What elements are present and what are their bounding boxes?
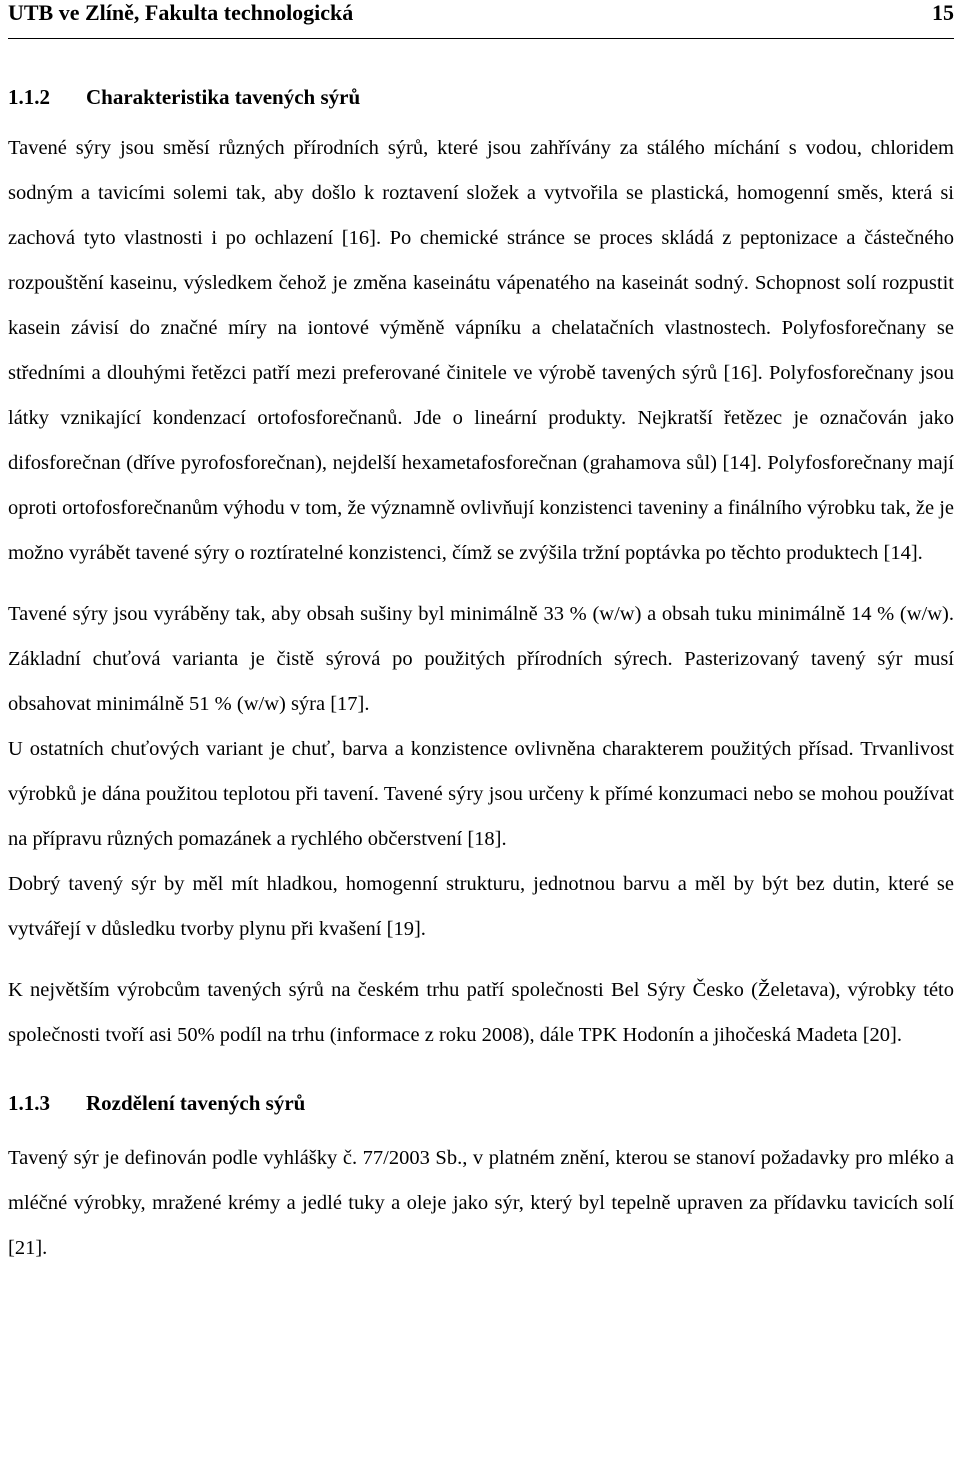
section-number: 1.1.2 [8,85,50,109]
section-heading [8,1090,954,1116]
section-number: 1.1.3 [8,1091,50,1115]
paragraph: Tavené sýry jsou vyráběny tak, aby obsah sušiny byl minimálně 33 % (w/w) a obsah tuku minimálně 14 % (w/w). Základní chuťová varianta je čistě sýrová po použitých přírodních sýrech. Pasterizovaný tavený sýr musí obsahovat minimálně 51 % (w/w) sýra [17]. [8,603,954,715]
section-heading [8,84,954,110]
header-title: UTB ve Zlíně, Fakulta technologická [8,0,354,25]
document-page [8,0,954,1271]
page-number: 15 [932,0,954,25]
paragraph: Tavené sýry jsou směsí různých přírodních sýrů, které jsou zahřívány za stálého míchání s vodou, chloridem sodným a tavicími solemi tak, aby došlo k roztavení složek a vytvořila se plastická, homogenní směs, která si zachová tyto vlastnosti i po ochlazení [16]. Po chemické stránce se proces skládá z peptonizace a částečného rozpouštění kaseinu, výsledkem čehož je změna kaseinátu vápenatého na kaseinát sodný. Schopnost solí rozpustit kasein závisí do značné míry na iontové výměně vápníku a chelatačních vlastnostech. Polyfosforečnany se středními a dlouhými řetězci patří mezi preferované činitele ve výrobě tavených sýrů [16]. Polyfosforečnany jsou látky vznikající kondenzací ortofosforečnanů. Jde o lineární produkty. Nejkratší řetězec je označován jako difosforečnan (dříve pyrofosforečnan), nejdelší hexametafosforečnan (grahamova sůl) [14]. Polyfosforečnany mají oproti ortofosforečnanům výhodu v tom, že významně ovlivňují konzistenci taveniny a finálního výrobku tak, že je možno vyrábět tavené sýry o roztíratelné konzistenci, čímž se zvýšila tržní poptávka po těchto produktech [14]. [8,137,954,564]
section-title: Charakteristika tavených sýrů [86,85,361,109]
paragraph: K největším výrobcům tavených sýrů na českém trhu patří společnosti Bel Sýry Česko (Želetava), výrobky této společnosti tvoří asi 50% podíl na trhu (informace z roku 2008), dále TPK Hodonín a jihočeská Madeta [20]. [8,979,954,1046]
paragraph: Tavený sýr je definován podle vyhlášky č. 77/2003 Sb., v platném znění, kterou se stanoví požadavky pro mléko a mléčné výrobky, mražené krémy a jedlé tuky a oleje jako sýr, který byl tepelně upraven za přídavku tavicích solí [21]. [8,1147,954,1259]
paragraph: Dobrý tavený sýr by měl mít hladkou, homogenní strukturu, jednotnou barvu a měl by být bez dutin, které se vytvářejí v důsledku tvorby plynu při kvašení [19]. [8,873,954,940]
section-title: Rozdělení tavených sýrů [86,1091,306,1115]
running-header [8,0,954,39]
paragraph: U ostatních chuťových variant je chuť, barva a konzistence ovlivněna charakterem použitých přísad. Trvanlivost výrobků je dána použitou teplotou při tavení. Tavené sýry jsou určeny k přímé konzumaci nebo se mohou používat na přípravu různých pomazánek a rychlého občerstvení [18]. [8,738,954,850]
